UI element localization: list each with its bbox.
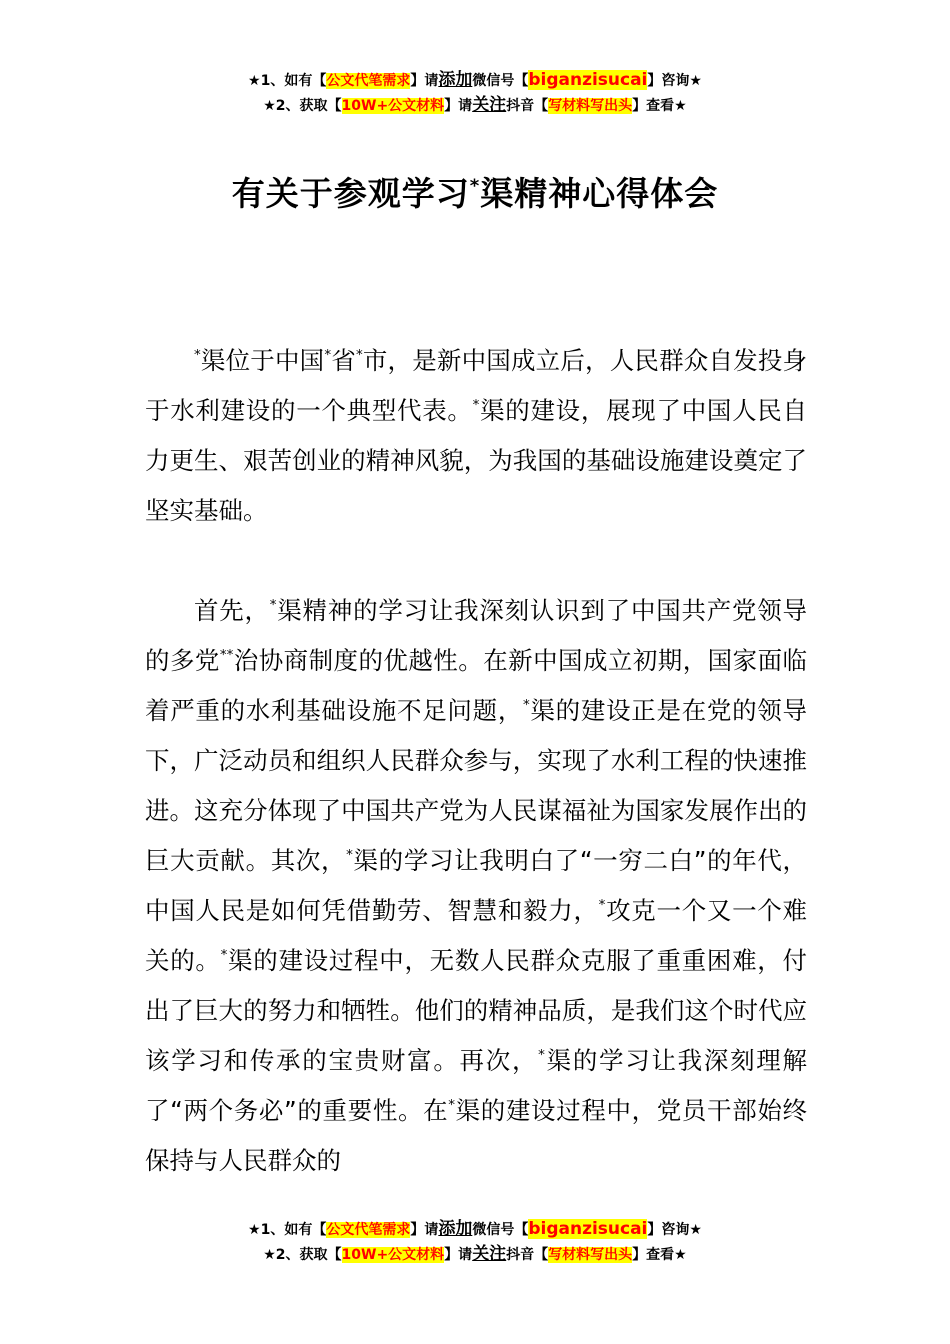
highlight-materials: 10W+公文材料 bbox=[341, 98, 445, 114]
highlight-douyin: 写材料写出头 bbox=[548, 98, 633, 114]
bottom-banner bbox=[0, 1217, 950, 1267]
banner-line-2: ★2、获取【10W+公文材料】请关注抖音【写材料写出头】查看★ bbox=[263, 1244, 687, 1264]
document-title: 有关于参观学习*渠精神心得体会 bbox=[231, 174, 719, 214]
highlight-douyin: 写材料写出头 bbox=[548, 1247, 633, 1263]
document-body bbox=[145, 336, 807, 1186]
top-banner bbox=[0, 68, 950, 118]
paragraph-intro: *渠位于中国*省*市，是新中国成立后，人民群众自发投身于水利建设的一个典型代表。*渠的建设，展现了中国人民自力更生、艰苦创业的精神风貌，为我国的基础设施建设奠定了坚实基础。 bbox=[145, 346, 808, 525]
highlight-wechat-id: biganzisucai bbox=[528, 70, 648, 90]
highlight-service: 公文代笔需求 bbox=[326, 73, 411, 89]
banner-line-1: ★1、如有【公文代笔需求】请添加微信号【biganzisucai】咨询★ bbox=[248, 1219, 702, 1239]
highlight-materials: 10W+公文材料 bbox=[341, 1247, 445, 1263]
banner-line-2: ★2、获取【10W+公文材料】请关注抖音【写材料写出头】查看★ bbox=[263, 95, 687, 115]
highlight-service: 公文代笔需求 bbox=[326, 1222, 411, 1238]
banner-line-1: ★1、如有【公文代笔需求】请添加微信号【biganzisucai】咨询★ bbox=[248, 70, 702, 90]
paragraph-main: 首先，*渠精神的学习让我深刻认识到了中国共产党领导的多党**治协商制度的优越性。在新中国成立初期，国家面临着严重的水利基础设施不足问题，*渠的建设正是在党的领导下，广泛动员和组织人民群众参与，实现了水利工程的快速推进。这充分体现了中国共产党为人民谋福祉为国家发展作出的巨大贡献。其次，*渠的学习让我明白了“一穷二白”的年代，中国人民是如何凭借勤劳、智慧和毅力，*攻克一个又一个难关的。*渠的建设过程中，无数人民群众克服了重重困难，付出了巨大的努力和牺牲。他们的精神品质，是我们这个时代应该学习和传承的宝贵财富。再次，*渠的学习让我深刻理解了“两个务必”的重要性。在*渠的建设过程中，党员干部始终保持与人民群众的 bbox=[145, 596, 808, 1175]
highlight-wechat-id: biganzisucai bbox=[528, 1219, 648, 1239]
